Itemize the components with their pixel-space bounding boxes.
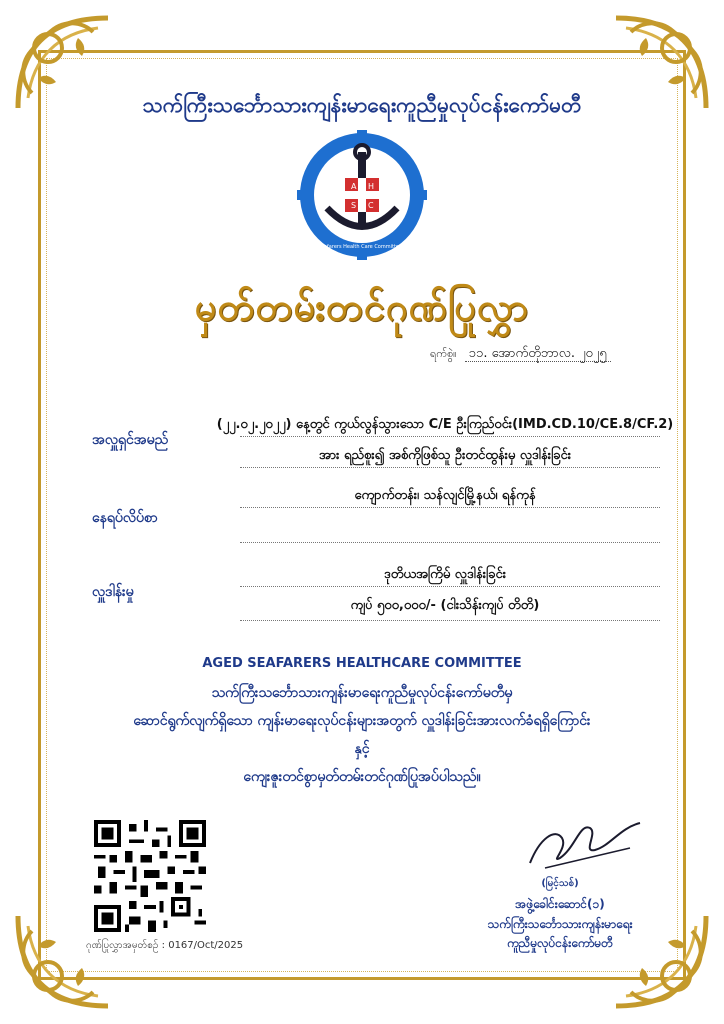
donation-line-2: ကျပ် ၅၀၀,၀၀၀/- (ငါးသိန်းကျပ် တိတိ) [350, 598, 540, 613]
donation-line-1: ဒုတိယအကြိမ် လှူဒါန်းခြင်း [383, 567, 507, 582]
handwritten-signature [520, 808, 650, 878]
donor-name-line-2: အား ရည်စူး၍ အစ်ကိုဖြစ်သူ ဦးတင်ထွန်းမှ လှူဒါန်းခြင်း [318, 448, 572, 463]
committee-name-english: AGED SEAFARERS HEALTHCARE COMMITTEE [202, 656, 522, 671]
certificate-number-label: ဂုဏ်ပြုလွှာအမှတ်စဉ် : [86, 940, 166, 951]
address-line-1: ကျောက်တန်း၊ သန်လျင်မြို့နယ်၊ ရန်ကုန် [354, 488, 536, 503]
address-label: နေရပ်လိပ်စာ [92, 510, 158, 526]
body-line-1: သက်ကြီးသင်္ဘောသားကျန်းမာရေးကူညီမှုလုပ်ငန်းကော်မတီမှ [211, 685, 513, 701]
date-value: ၁၁. အောက်တိုဘာလ. ၂၀၂၅ [465, 346, 611, 362]
logo-letter-h: H [368, 182, 375, 191]
logo-letter-a: A [351, 182, 357, 191]
dotted-line [240, 620, 660, 621]
signatory-name: (မြင့်သစ်) [541, 878, 579, 889]
logo-letter-s: S [351, 201, 357, 210]
date-label: ရက်စွဲ။ [430, 347, 457, 360]
signatory-title: အဖွဲ့ခေါင်းဆောင်(၁) [515, 897, 605, 911]
qr-code-icon[interactable] [94, 820, 206, 932]
logo-ring-text: Aged Seafarers Health Care Committee · ASHC [303, 244, 421, 250]
signatory-org-line-2: ကူညီမှုလုပ်ငန်းကော်မတီ [507, 936, 613, 950]
certificate-number-value: 0167/Oct/2025 [168, 940, 244, 951]
dotted-line [240, 436, 660, 437]
certificate-number [86, 938, 243, 953]
body-line-3: နှင့် [354, 741, 370, 757]
dotted-line [240, 467, 660, 468]
dotted-line [240, 586, 660, 587]
dotted-line [240, 507, 660, 508]
signatory-org-line-1: သက်ကြီးသင်္ဘောသားကျန်းမာရေး [487, 917, 633, 931]
body-line-2: ဆောင်ရွက်လျက်ရှိသော ကျန်းမာရေးလုပ်ငန်းများအတွက် လှူဒါန်းခြင်းအားလက်ခံရရှိကြောင်း [133, 713, 591, 729]
committee-logo-icon [297, 130, 427, 260]
logo-letter-c: C [368, 201, 374, 210]
organization-title: သက်ကြီးသင်္ဘောသားကျန်းမာရေးကူညီမှုလုပ်ငန်းကော်မတီ [142, 93, 582, 117]
date-row [430, 345, 611, 364]
body-line-4: ကျေးဇူးတင်စွာမှတ်တမ်းတင်ဂုဏ်ပြုအပ်ပါသည်။ [243, 769, 481, 785]
donor-name-label: အလှူရှင်အမည် [92, 432, 169, 448]
certificate-title: မှတ်တမ်းတင်ဂုဏ်ပြုလွှာ [194, 285, 530, 329]
dotted-line [240, 542, 660, 543]
donation-label: လှူဒါန်းမှု [92, 584, 134, 600]
donor-name-line-1: (၂၂.၀၂.၂၀၂၂) နေ့တွင် ကွယ်လွန်သွားသော C/E ဦးကြည်ဝင်း(IMD.CD.10/CE.8/CF.2) [216, 417, 674, 432]
